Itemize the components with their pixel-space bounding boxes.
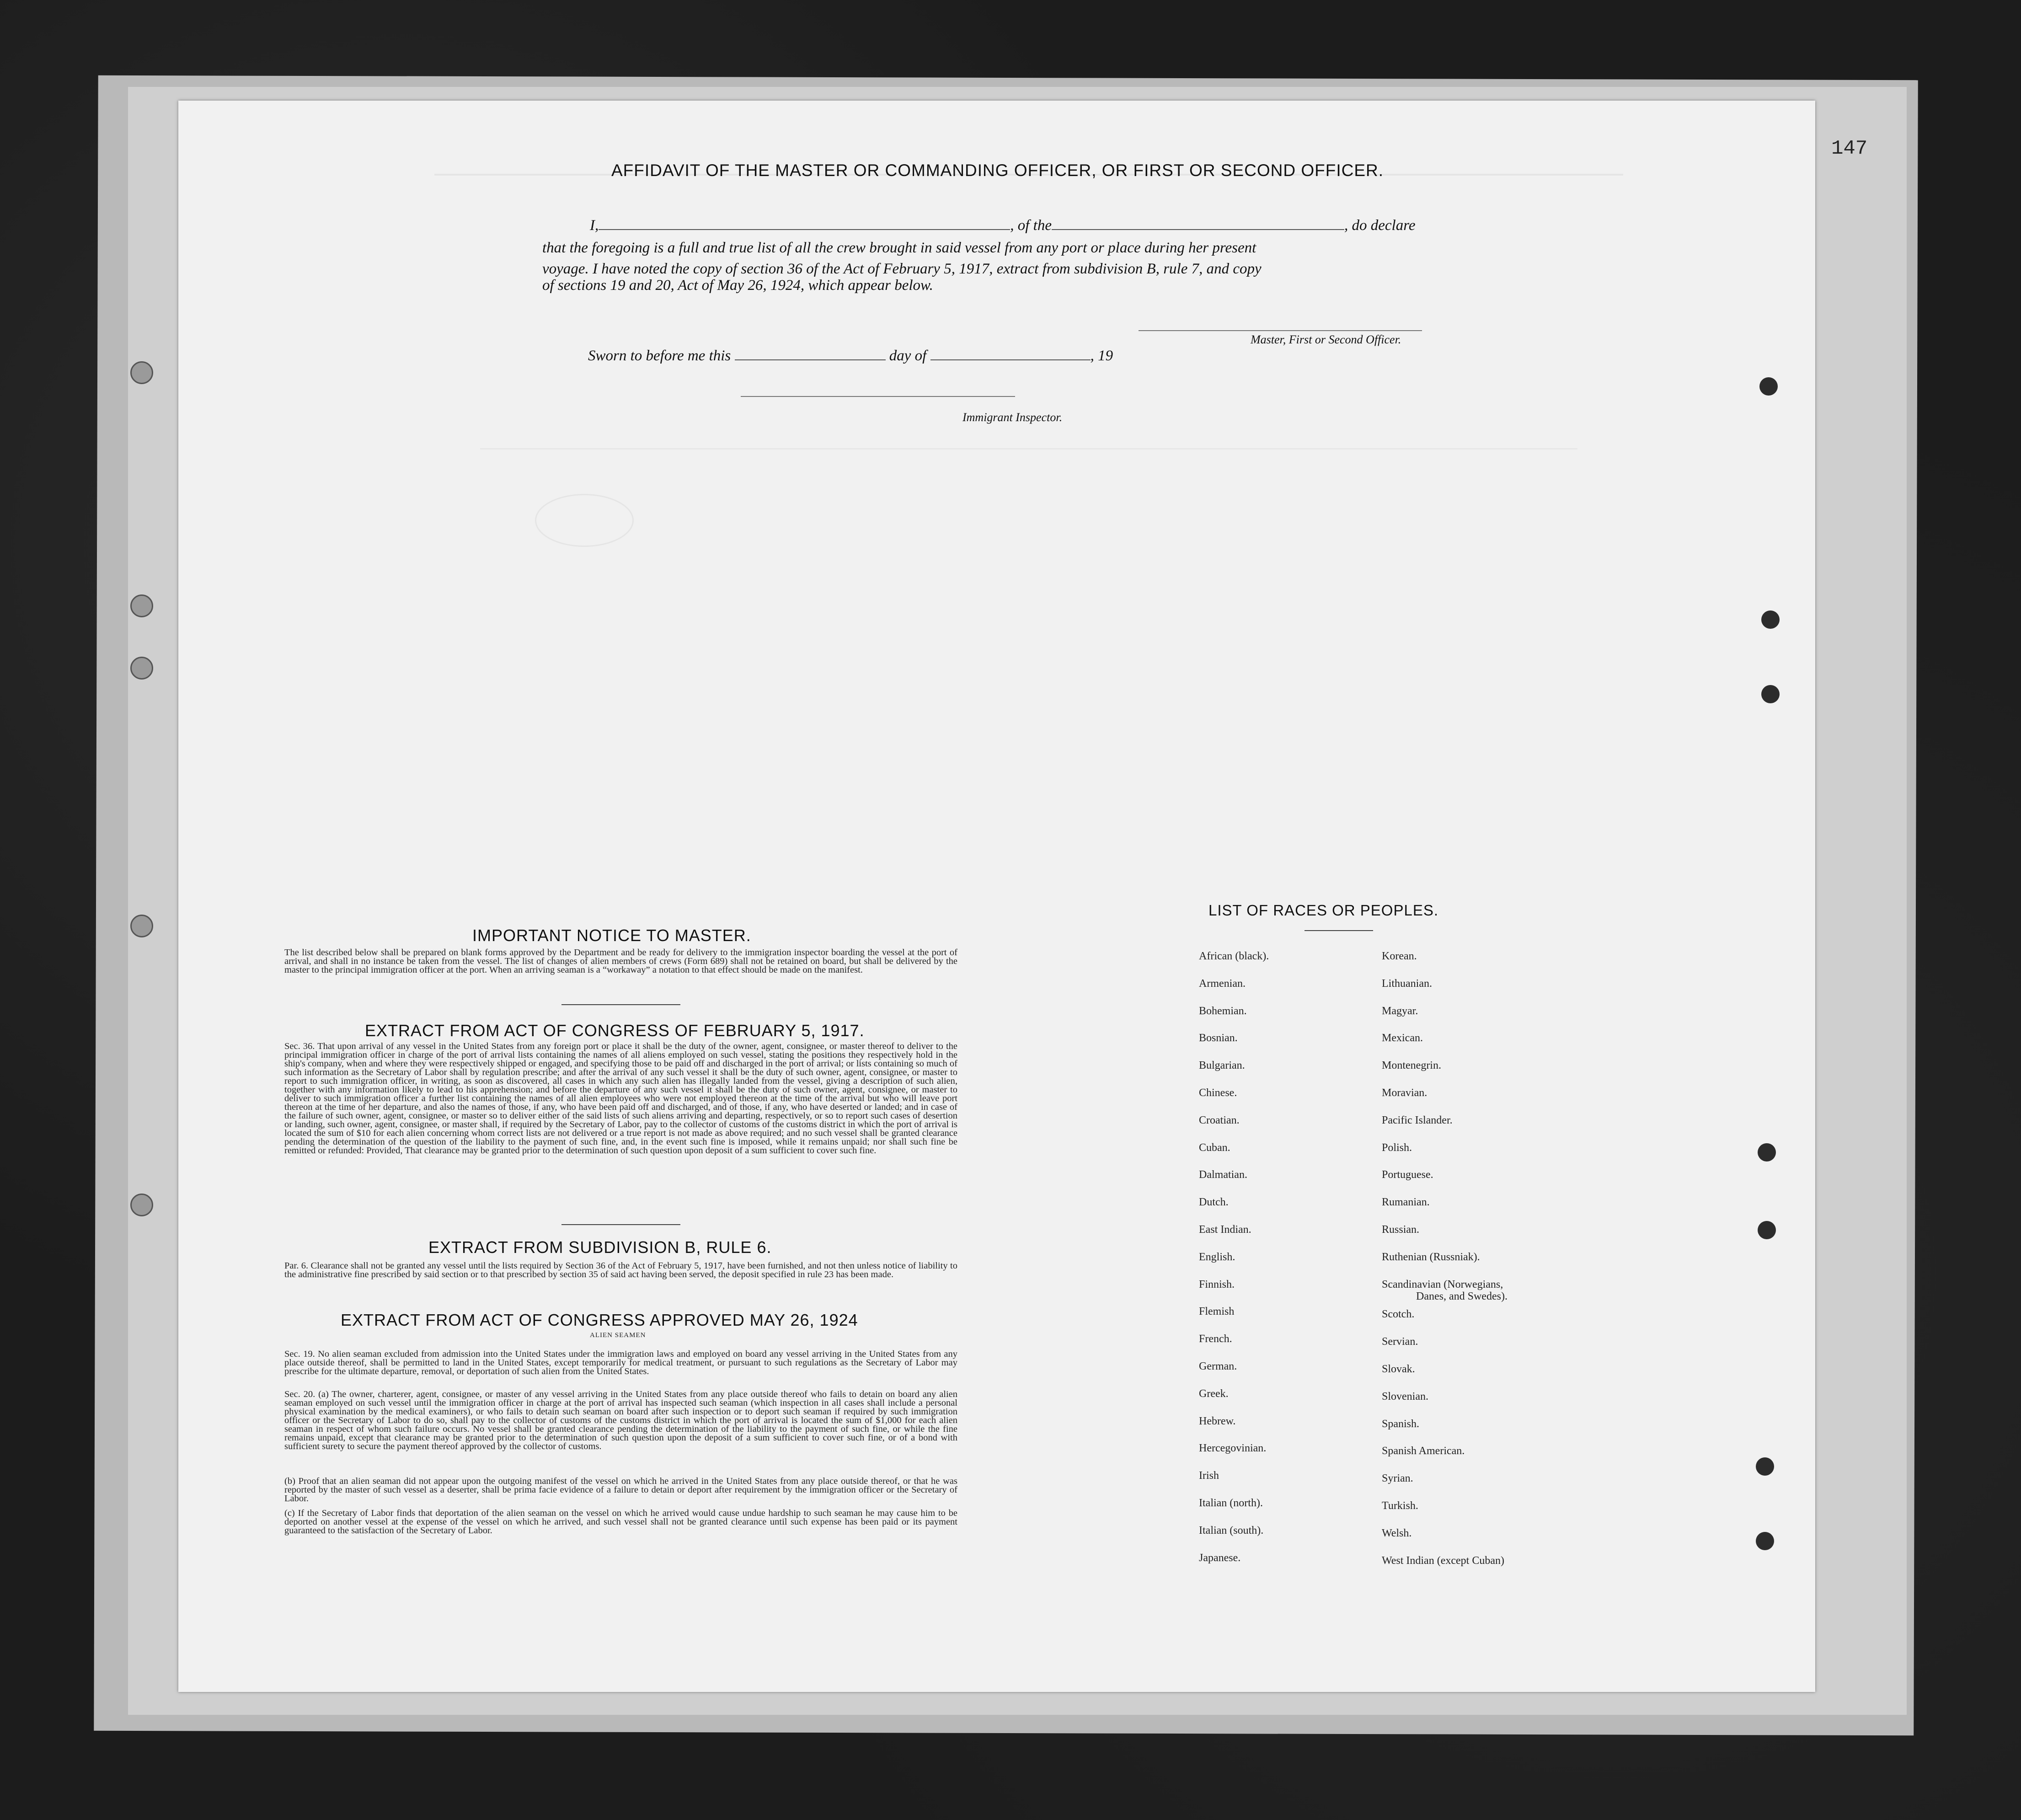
- vessel-blank: [1052, 229, 1344, 230]
- race-item: Finnish.: [1199, 1278, 1235, 1290]
- sworn-line: [588, 348, 1113, 364]
- race-item: Flemish: [1199, 1306, 1235, 1318]
- binder-hole: [130, 657, 153, 680]
- race-item: Spanish American.: [1382, 1445, 1465, 1457]
- day-of-text: day of: [889, 348, 927, 364]
- race-item: Italian (north).: [1199, 1497, 1263, 1509]
- binder-hole: [1759, 377, 1778, 396]
- race-item: Moravian.: [1382, 1087, 1428, 1099]
- race-item: Magyar.: [1382, 1005, 1418, 1017]
- section-19-text: Sec. 19. No alien seaman excluded from admission into the United States under the immigration laws and employed on board any vessel arriving in the United States from any place outside thereof, shall be permitted to land in the United States, except temporarily for medical treatment, or pursuant to such regulations as the Secretary of Labor may prescribe for the ultimate departure, removal, or deportation of such alien from the United States.: [284, 1349, 957, 1376]
- notice-title: IMPORTANT NOTICE TO MASTER.: [472, 926, 751, 945]
- subdivision-b-text: Par. 6. Clearance shall not be granted any vessel until the lists required by Section 36 of the Act of February 5, 1917, have been furnished, and not then unless notice of liability to the administrative fine prescribed by said section or to that prescribed by section 35 of said act having been served, the deposit specified in rule 23 has been made.: [284, 1261, 957, 1279]
- race-item: Slovenian.: [1382, 1390, 1428, 1402]
- binder-hole: [130, 915, 153, 937]
- race-item: Servian.: [1382, 1336, 1418, 1348]
- race-item: Bosnian.: [1199, 1032, 1238, 1044]
- race-item: English.: [1199, 1251, 1235, 1263]
- race-item: Spanish.: [1382, 1418, 1420, 1430]
- affidavit-line-2: that the foregoing is a full and true list of all the crew brought in said vessel from any port or place during her present: [542, 240, 1256, 256]
- master-signature-line: [1139, 330, 1422, 331]
- race-item: Scandinavian (Norwegians,: [1382, 1278, 1503, 1290]
- race-item: Portuguese.: [1382, 1169, 1433, 1181]
- subdivision-b-title: EXTRACT FROM SUBDIVISION B, RULE 6.: [428, 1238, 772, 1257]
- race-item: Montenegrin.: [1382, 1060, 1441, 1072]
- extract-1917-title: EXTRACT FROM ACT OF CONGRESS OF FEBRUARY 5, 1917.: [365, 1021, 865, 1040]
- binder-hole: [130, 594, 153, 617]
- race-item: Irish: [1199, 1470, 1219, 1482]
- race-item: Scotch.: [1382, 1308, 1415, 1321]
- affidavit-declaration-line: [590, 217, 1415, 234]
- affidavit-title: AFFIDAVIT OF THE MASTER OR COMMANDING OFFICER, OR FIRST OR SECOND OFFICER.: [611, 161, 1384, 180]
- race-item: Bulgarian.: [1199, 1060, 1245, 1072]
- sworn-text: Sworn to before me this: [588, 348, 731, 364]
- month-blank: [930, 359, 1091, 360]
- race-item: Syrian.: [1382, 1472, 1413, 1485]
- section-20c-text: (c) If the Secretary of Labor finds that deportation of the alien seaman on the vessel on which he arrived would cause undue hardship to such seaman he may cause him to be deported on another vessel at the expense of the vessel on which he arrived, and such vessel shall not be granted clearance until such expense has been paid or its payment guaranteed to the satisfaction of the Secretary of Labor.: [284, 1508, 957, 1536]
- race-item: Mexican.: [1382, 1032, 1423, 1044]
- divider: [561, 1224, 680, 1225]
- affidavit-line-3: voyage. I have noted the copy of section 36 of the Act of February 5, 1917, extract from subdivision B, rule 7, and copy: [542, 261, 1262, 277]
- divider: [1305, 930, 1373, 931]
- binder-hole: [130, 361, 153, 384]
- race-item: Pacific Islander.: [1382, 1114, 1453, 1126]
- year-text: , 19: [1090, 348, 1113, 364]
- race-item: Armenian.: [1199, 977, 1246, 990]
- race-continuation: Danes, and Swedes).: [1416, 1290, 1508, 1302]
- binder-hole: [130, 1194, 153, 1216]
- notice-text: The list described below shall be prepared on blank forms approved by the Department and be ready for delivery to the immigration inspector boarding the vessel at the port of arrival, and shall in no instance be taken from the vessel. The list of changes of alien members of crews (Form 689) shall not be retained on board, but shall be delivered by the master to the principal immigration officer at the port. When an arriving seaman is a “workaway” a notation to that effect should be made on the manifest.: [284, 947, 957, 975]
- section-20b-text: (b) Proof that an alien seaman did not appear upon the outgoing manifest of the vessel on which he arrived in the United States from any place outside thereof, or that he was reported by the master of such vessel as a deserter, shall be prima facie evidence of a failure to detain or deport after requirement by the immigration officer or the Secretary of Labor.: [284, 1476, 957, 1504]
- section-20a-text: Sec. 20. (a) The owner, charterer, agent, consignee, or master of any vessel arriving in the United States from any place outside thereof who fails to detain on board any alien seaman employed on such vessel until the immigration officer in charge at the port of arrival has inspected such seaman (which inspection in all cases shall include a personal physical examination by the medical examiners), or who fails to detain such seaman on board after such inspection or to deport such seaman if required by such immigration officer or the Secretary of Labor to do so, shall pay to the collector of customs of the customs district in which the port of arrival is located the sum of $1,000 for each alien seaman in respect of whom such failure occurs. No vessel shall be granted clearance pending the determination of the liability to the payment of such fine, or while the fine remains unpaid, except that clearance may be granted prior to the determination of such question upon the deposit of a sum sufficient to cover such fine, or of a bond with sufficient surety to secure the payment thereof approved by the collector of customs.: [284, 1389, 957, 1451]
- race-item: Japanese.: [1199, 1552, 1241, 1564]
- binder-hole: [1758, 1143, 1776, 1162]
- race-item: Chinese.: [1199, 1087, 1237, 1099]
- race-item: Rumanian.: [1382, 1196, 1430, 1209]
- race-item: East Indian.: [1199, 1224, 1251, 1236]
- inspector-signature-label: Immigrant Inspector.: [962, 411, 1063, 424]
- race-item: Greek.: [1199, 1387, 1229, 1400]
- affidavit-of-the: , of the: [1010, 217, 1052, 234]
- extract-1917-text: Sec. 36. That upon arrival of any vessel in the United States from any foreign port or place it shall be the duty of the owner, agent, consignee, or master thereof to deliver to the principal immigration officer in charge of the port of arrival lists containing the names of all aliens employed on such vessel, stating the positions they respectively hold in the ship's company, when and where they were respectively shipped or engaged, and specifying those to be paid off and discharged in the port of arrival; or lists containing so much of such information as the Secretary of Labor shall by regulation prescribe; and after the arrival of any such vessel it shall be the duty of such owner, agent, consignee, or master to report to such immigration officer, in writing, as soon as discovered, all cases in which any such alien has illegally landed from the vessel, giving a description of such alien, together with any information likely to lead to his apprehension; and before the departure of any such vessel it shall be the duty of such owner, agent, consignee, or master to deliver to such immigration officer a further list containing the names of all alien employees who were not employed thereon at the time of the arrival but who will leave port thereon at the time of her departure, and also the names of those, if any, who have been paid off and discharged, and of those, if any, who have deserted or landed; and in case of the failure of such owner, agent, consignee, or master so to deliver either of the said lists of such aliens arriving and departing, respectively, or so to report such cases of desertion or landing, such owner, agent, consignee, or master shall, if required by the Secretary of Labor, pay to the collector of customs of the customs district in which the port of arrival is located the sum of $10 for each alien concerning whom correct lists are not delivered or a true report is not made as above required; and no such vessel shall be granted clearance pending the determination of the question of the liability to the payment of such fine, and, in the event such fine is imposed, while it remains unpaid; nor shall such fine be remitted or refunded: Provided, That clearance may be granted prior to the determination of such question upon deposit of a sum sufficient to cover such fine.: [284, 1041, 957, 1156]
- race-item: Dutch.: [1199, 1196, 1229, 1209]
- page-number: 147: [1831, 137, 1868, 160]
- race-item: Hebrew.: [1199, 1415, 1236, 1427]
- race-item: Slovak.: [1382, 1363, 1415, 1375]
- binder-hole: [1761, 610, 1780, 629]
- race-item: German.: [1199, 1360, 1237, 1372]
- binder-hole: [1756, 1532, 1774, 1550]
- race-item: West Indian (except Cuban): [1382, 1554, 1504, 1567]
- day-blank: [735, 359, 886, 360]
- affidavit-line-4: of sections 19 and 20, Act of May 26, 1924, which appear below.: [542, 277, 933, 294]
- race-item: Russian.: [1382, 1224, 1420, 1236]
- race-item: Bohemian.: [1199, 1005, 1247, 1017]
- affidavit-do-declare: , do declare: [1344, 217, 1416, 234]
- race-item: Dalmatian.: [1199, 1169, 1247, 1181]
- race-item: Cuban.: [1199, 1141, 1230, 1154]
- divider: [561, 1004, 680, 1005]
- race-item: Korean.: [1382, 950, 1417, 962]
- race-item: African (black).: [1199, 950, 1269, 962]
- affidavit-i: I,: [590, 217, 599, 234]
- race-item: Hercegovinian.: [1199, 1442, 1267, 1455]
- race-item: Turkish.: [1382, 1500, 1418, 1512]
- extract-1924-title: EXTRACT FROM ACT OF CONGRESS APPROVED MAY 26, 1924: [341, 1311, 858, 1329]
- race-item: Welsh.: [1382, 1527, 1412, 1539]
- races-title: LIST OF RACES OR PEOPLES.: [1208, 902, 1439, 919]
- race-item: Lithuanian.: [1382, 977, 1432, 990]
- inspector-signature-line: [741, 396, 1015, 397]
- binder-hole: [1761, 685, 1780, 703]
- binder-hole: [1756, 1457, 1774, 1476]
- race-item: French.: [1199, 1333, 1232, 1345]
- race-item: Ruthenian (Russniak).: [1382, 1251, 1480, 1263]
- race-item: Polish.: [1382, 1141, 1412, 1154]
- race-item: Croatian.: [1199, 1114, 1240, 1126]
- race-item: Italian (south).: [1199, 1524, 1264, 1536]
- name-blank: [599, 229, 1010, 230]
- binder-hole: [1758, 1221, 1776, 1239]
- master-signature-label: Master, First or Second Officer.: [1251, 333, 1401, 346]
- alien-seamen-subtitle: ALIEN SEAMEN: [590, 1332, 646, 1339]
